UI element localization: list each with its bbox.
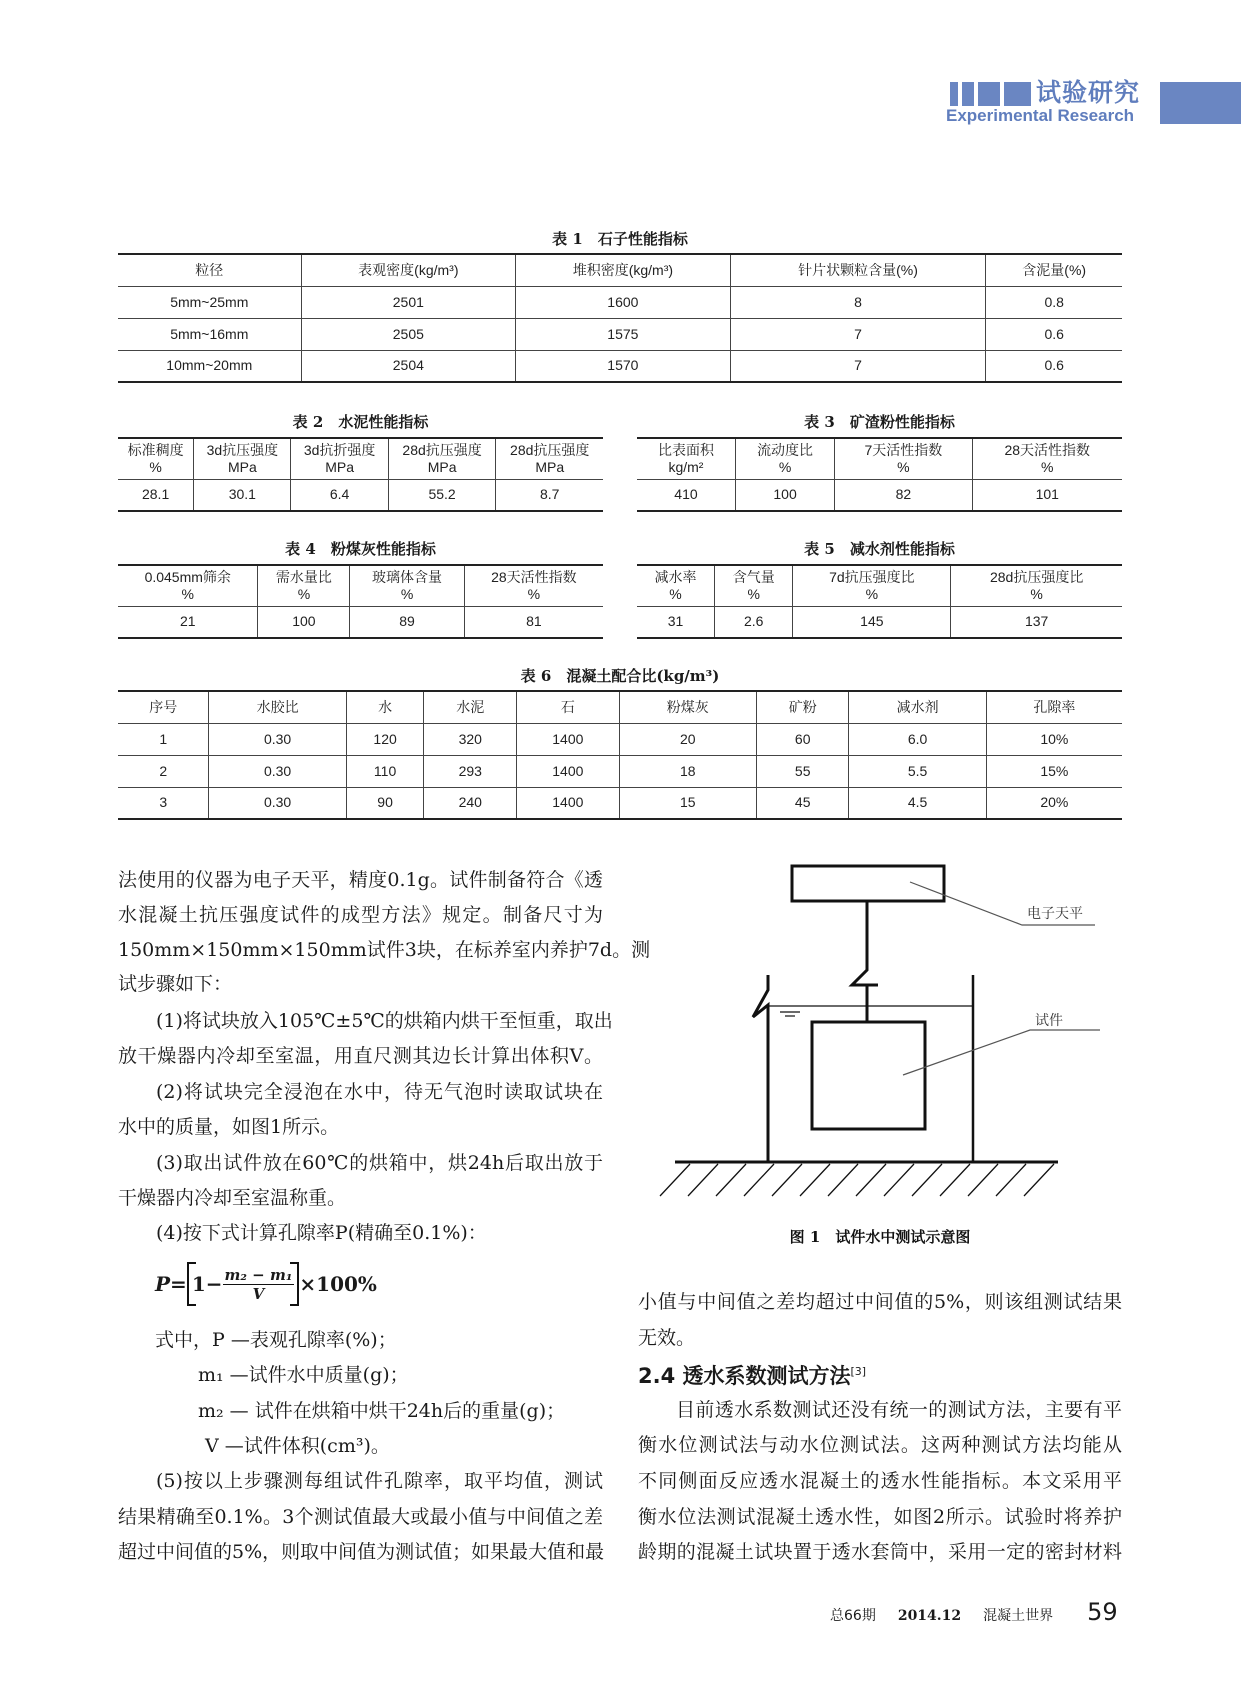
column-header-line: 3d抗折强度 [303,441,376,458]
column-header-line: kg/m² [668,458,704,475]
table-cell: 5mm~25mm [170,293,249,310]
table-cell: 0.30 [209,755,346,787]
table-cell: 110 [346,755,424,787]
hatch-mark [800,1164,830,1196]
hatch-mark [716,1164,746,1196]
table-cell: 6.0 [849,723,986,755]
body-line: 水混凝土抗压强度试件的成型方法》规定。制备尺寸为 [118,904,603,926]
table-cell: 1 [159,730,168,747]
column-header-line: % [527,585,541,602]
column-header [258,565,350,606]
column-header-line: % [1041,458,1054,475]
body-line: 衡水位测试法与动水位测试法。这两种测试方法均能从 [638,1434,1122,1456]
table-cell: 20% [986,787,1122,819]
table-cell: 8.7 [496,479,603,511]
column-header [835,438,972,479]
section-title-en: Experimental Research [946,106,1135,125]
specimen-leader [903,1030,1100,1075]
footer-issue: 总66期 [830,1608,876,1624]
legend-line: 式中，P —表观孔隙率(%)； [155,1329,397,1351]
column-header: 含泥量(%) [986,254,1122,286]
column-header-line: 3d抗压强度 [206,441,279,458]
legend-line: m₂ — 试件在烘箱中烘干24h后的重量(g)； [198,1400,566,1422]
column-header-line: MPa [227,458,257,475]
column-header [291,438,388,479]
footer-date: 2014.12 [897,1608,962,1624]
table-cell: 90 [346,787,424,819]
table-cell: 1400 [517,755,620,787]
table-cell: 15 [619,787,756,819]
legend-line: V —试件体积(cm³)。 [205,1435,390,1457]
table-cell: 18 [619,755,756,787]
hatch-mark [828,1164,858,1196]
column-header-line: 减水率 [654,568,697,585]
table-cell: 3 [159,794,168,811]
column-header: 孔隙率 [986,691,1122,723]
formula-bracket: 1 − $\frac{\text{m₂ − m₁}}{V}$ [187,1262,300,1306]
table-cell: 6.4 [291,479,388,511]
hatch-mark [1024,1164,1054,1196]
table-cell: 2 [159,762,168,779]
column-header: 堆积密度(kg/m³) [516,254,731,286]
table-cell: 0.30 [209,723,346,755]
table5-caption: 表 5 减水剂性能指标 [804,540,955,558]
section-heading: 2.4 透水系数测试方法[3] [638,1364,867,1388]
footer [830,1598,1118,1626]
column-header [194,438,291,479]
column-header [972,438,1122,479]
hatch-mark [996,1164,1026,1196]
hatch-mark [856,1164,886,1196]
formula-numerator: m₂ − m₁ [224,1265,293,1284]
table-cell: 1570 [516,350,731,382]
table-row [118,286,1122,318]
hanging-rod [852,901,878,985]
table-cell: 5.5 [849,755,986,787]
column-header-line: MPa [427,458,457,475]
table3 [637,437,1122,512]
table1 [118,253,1122,383]
body-line: 龄期的混凝土试块置于透水套筒中，采用一定的密封材料 [638,1541,1122,1563]
table-cell: 0.6 [986,350,1122,382]
column-header-line: 28天活性指数 [1004,441,1091,458]
table-cell: 20 [619,723,756,755]
column-header-line: MPa [535,458,565,475]
footer-journal: 混凝土世界 [983,1608,1054,1624]
table6 [118,690,1122,820]
column-header-line: % [897,458,910,475]
formula-eq: = [170,1272,187,1296]
table-cell: 1400 [517,723,620,755]
column-header-line: 0.045mm筛余 [144,568,231,585]
section-title-cn: 试验研究 [1036,78,1141,107]
body-line: 无效。 [638,1327,696,1349]
table-cell: 101 [972,479,1122,511]
legend-line: m₁ —试件水中质量(g)； [198,1364,409,1386]
table-cell: 60 [756,723,849,755]
table-cell: 410 [674,486,698,503]
table-cell: 89 [350,606,464,638]
table-row [118,755,1122,787]
formula-lhs: P [155,1272,171,1296]
column-header-line: 28d抗压强度 [510,441,590,458]
column-header-line: 28天活性指数 [491,568,577,585]
body-line: 结果精确至0.1%。3个测试值最大或最小值与中间值之差 [118,1506,603,1528]
table-cell: 45 [756,787,849,819]
column-header: 减水剂 [849,691,986,723]
ground-hatch [660,1164,1054,1196]
table-cell: 2501 [301,286,516,318]
table4-caption: 表 4 粉煤灰性能指标 [285,540,436,558]
body-line: 放干燥器内冷却至室温，用直尺测其边长计算出体积V。 [118,1045,603,1067]
column-header-line: 7天活性指数 [864,441,943,458]
column-header [388,438,496,479]
column-header-line: 28d抗压强度 [402,441,482,458]
body-line: 超过中间值的5%，则取中间值为测试值；如果最大值和最 [118,1541,605,1563]
table-cell: 1600 [516,286,731,318]
column-header: 矿粉 [756,691,849,723]
formula-tail: ×100% [299,1272,377,1296]
table-cell: 4.5 [849,787,986,819]
column-header-line: 玻璃体含量 [372,568,443,585]
column-header-line: MPa [325,458,355,475]
column-header [350,565,464,606]
table-cell: 55.2 [388,479,496,511]
table-cell: 55 [756,755,849,787]
table1-caption: 表 1 石子性能指标 [552,230,688,248]
column-header-line: 流动度比 [757,441,814,458]
table6-caption: 表 6 混凝土配合比(kg/m³) [520,667,720,685]
porosity-formula [155,1262,377,1306]
column-header-line: % [669,585,682,602]
column-header: 石 [517,691,620,723]
hatch-mark [884,1164,914,1196]
formula-fraction [223,1266,295,1303]
body-line: (3)取出试件放在60℃的烘箱中，烘24h后取出放于 [156,1152,603,1174]
table-cell: 8 [730,286,986,318]
table-cell: 1400 [517,787,620,819]
hatch-mark [744,1164,774,1196]
formula-denominator: V [252,1284,265,1303]
table-cell: 21 [179,613,196,630]
table-cell: 1575 [516,318,731,350]
hatch-mark [940,1164,970,1196]
table-cell: 15% [986,755,1122,787]
column-header-line: 7d抗压强度比 [829,568,915,585]
table-cell: 28.1 [141,486,170,503]
column-header-line: 含气量 [732,568,775,585]
table-row [118,606,603,638]
hatch-mark [968,1164,998,1196]
table-cell: 10mm~20mm [166,357,253,374]
column-header-line: 需水量比 [275,568,332,585]
table2-caption: 表 2 水泥性能指标 [292,413,429,431]
table-cell: 0.30 [209,787,346,819]
formula-one: 1 [191,1272,206,1296]
citation-ref: [3] [850,1365,867,1378]
column-header-line: % [865,585,879,602]
column-header: 水 [346,691,424,723]
body-line: (5)按以上步骤测每组试件孔隙率，取平均值，测试 [156,1470,603,1492]
table5 [637,564,1122,639]
specimen-box [812,1022,925,1129]
column-header-line: % [297,585,311,602]
body-line: (2)将试块完全浸泡在水中，待无气泡时读取试块在 [156,1081,603,1103]
column-header [118,565,258,606]
column-header-line: 标准稠度 [127,441,184,458]
hatch-mark [912,1164,942,1196]
column-header-line: % [778,458,792,475]
table-cell: 82 [835,479,972,511]
page-number: 59 [1087,1598,1118,1626]
hatch-mark [688,1164,718,1196]
hatch-mark [660,1164,690,1196]
body-line: (4)按下式计算孔隙率P(精确至0.1%)： [156,1222,487,1244]
table-cell: 81 [464,606,603,638]
column-header [496,438,603,479]
table-cell: 7 [730,318,986,350]
column-header [735,438,834,479]
label-specimen: 试件 [1035,1013,1063,1029]
body-line: 150mm×150mm×150mm试件3块，在标养室内养护7d。测 [118,939,651,961]
table-cell: 100 [258,606,350,638]
table-row [118,723,1122,755]
column-header: 粉煤灰 [619,691,756,723]
column-header: 粒径 [195,261,224,278]
figure1-diagram [630,850,1140,1250]
table-cell: 120 [346,723,424,755]
column-header: 水胶比 [209,691,346,723]
column-header [464,565,603,606]
body-line: 干燥器内冷却至室温称重。 [118,1187,347,1209]
table3-caption: 表 3 矿渣粉性能指标 [804,413,955,431]
column-header-line: % [400,585,414,602]
column-header: 表观密度(kg/m³) [301,254,516,286]
column-header: 针片状颗粒含量(%) [730,254,986,286]
column-header [637,438,735,479]
table-cell: 5mm~16mm [170,325,249,342]
balance-box [792,866,944,901]
body-line: (1)将试块放入105℃±5℃的烘箱内烘干至恒重，取出 [156,1010,613,1032]
table-cell: 7 [730,350,986,382]
column-header: 水泥 [424,691,517,723]
body-line: 目前透水系数测试还没有统一的测试方法，主要有平 [676,1399,1122,1421]
column-header-line: 28d抗压强度比 [989,568,1084,585]
column-header [951,565,1122,606]
table-cell: 30.1 [194,479,291,511]
body-line: 水中的质量，如图1所示。 [118,1116,340,1138]
column-header-line: % [181,585,194,602]
table-cell: 145 [793,606,951,638]
table2 [118,437,603,512]
table-cell: 10% [986,723,1122,755]
column-header-line: % [1030,585,1043,602]
body-line: 法使用的仪器为电子天平，精度0.1g。试件制备符合《透 [118,869,603,891]
table-row [118,787,1122,819]
table-cell: 100 [735,479,834,511]
table-row [118,350,1122,382]
table-cell: 0.8 [986,286,1122,318]
table-row [118,479,603,511]
column-header [118,438,194,479]
table-cell: 31 [667,613,684,630]
hatch-mark [772,1164,802,1196]
column-header [715,565,793,606]
figure1-caption: 图 1 试件水中测试示意图 [789,1228,971,1246]
column-header: 序号 [149,698,178,715]
table-cell: 293 [424,755,517,787]
column-header [637,565,715,606]
table-row [118,318,1122,350]
column-header-line: % [149,458,162,475]
table-cell: 0.6 [986,318,1122,350]
table-row [637,479,1122,511]
table-cell: 2.6 [715,606,793,638]
label-balance: 电子天平 [1027,906,1083,922]
column-header-line: 比表面积 [657,441,714,458]
table-row [637,606,1122,638]
body-line: 不同侧面反应透水混凝土的透水性能指标。本文采用平 [638,1470,1122,1492]
container-left-wall [753,975,768,1161]
table-cell: 2504 [301,350,516,382]
table-cell: 137 [951,606,1122,638]
column-header-line: % [747,585,760,602]
table-cell: 320 [424,723,517,755]
body-line: 小值与中间值之差均超过中间值的5%，则该组测试结果 [638,1291,1122,1313]
column-header [793,565,951,606]
table-cell: 2505 [301,318,516,350]
table-cell: 240 [424,787,517,819]
table4 [118,564,603,639]
body-line: 衡水位法测试混凝土透水性，如图2所示。试验时将养护 [638,1506,1122,1528]
body-line: 试步骤如下： [118,973,233,995]
